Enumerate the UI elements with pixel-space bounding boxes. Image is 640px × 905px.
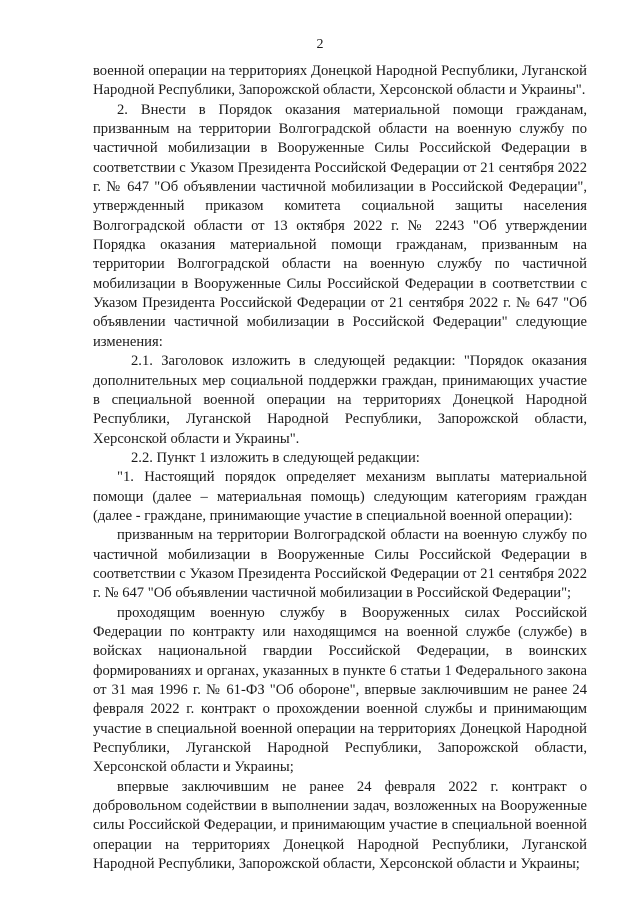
paragraph-category-mobilized: призванным на территории Волгоградской области на военную службу по частичной мобилизации в Вооруженные Силы Российской Федерации в соответствии с Указом Президента Российской Федерации от 21 сентября 2022 г. № 647 "Об объявлении частичной мобилизации в Российской Федерации"; xyxy=(93,527,587,602)
page-number: 2 xyxy=(316,37,324,52)
paragraph-category-contract: проходящим военную службу в Вооруженных силах Российской Федерации по контракту или находящимся на военной службе (службе) в войсках национальной гвардии Российской Федерации, в воинских формированиях и органах, указанных в пункте 6 статьи 1 Федерального закона от 31 мая 1996 г. № 61-ФЗ "Об обороне", впервые заключившим не ранее 24 февраля 2022 г. контракт о прохождении военной службы и принимающим участие в специальной военной операции на территориях Донецкой Народной Республики, Луганской Народной Республики, Запорожской области, Херсонской области и Украины; xyxy=(93,604,587,776)
paragraph-item-2-2: 2.2. Пункт 1 изложить в следующей редакции: xyxy=(131,449,420,466)
paragraph-point-1: "1. Настоящий порядок определяет механизм выплаты материальной помощи (далее – материальная помощь) следующим категориям граждан (далее - граждане, принимающие участие в специальной военной операции): xyxy=(93,469,587,524)
paragraph-continuation: военной операции на территориях Донецкой Народной Республики, Луганской Народной Республики, Запорожской области, Херсонской области и Украины". xyxy=(93,63,587,99)
paragraph-item-2: 2. Внести в Порядок оказания материальной помощи гражданам, призванным на территории Волгоградской области на военную службу по частичной мобилизации в Вооруженные Силы Российской Федерации в соответствии с Указом Президента Российской Федерации от 21 сентября 2022 г. № 647 "Об объявлении частичной мобилизации в Российской Федерации", утвержденный приказом комитета социальной защиты населения Волгоградской области от 13 октября 2022 г. № 2243 "Об утверждении Порядка оказания материальной помощи гражданам, призванным на территории Волгоградской области на военную службу по частичной мобилизации в Вооруженные Силы Российской Федерации в соответствии с Указом Президента Российской Федерации от 21 сентября 2022 г. № 647 "Об объявлении частичной мобилизации в Российской Федерации" следующие изменения: xyxy=(93,101,587,350)
document-body xyxy=(93,62,587,874)
paragraph-category-volunteer: впервые заключившим не ранее 24 февраля 2022 г. контракт о добровольном содействии в выполнении задач, возложенных на Вооруженные силы Российской Федерации, и принимающим участие в специальной военной операции на территориях Донецкой Народной Республики, Луганской Народной Республики, Запорожской области, Херсонской области и Украины; xyxy=(93,778,587,873)
paragraph-item-2-1: 2.1. Заголовок изложить в следующей редакции: "Порядок оказания дополнительных мер социальной поддержки граждан, принимающих участие в специальной военной операции на территориях Донецкой Народной Республики, Луганской Народной Республики, Запорожской области, Херсонской области и Украины". xyxy=(93,353,587,447)
